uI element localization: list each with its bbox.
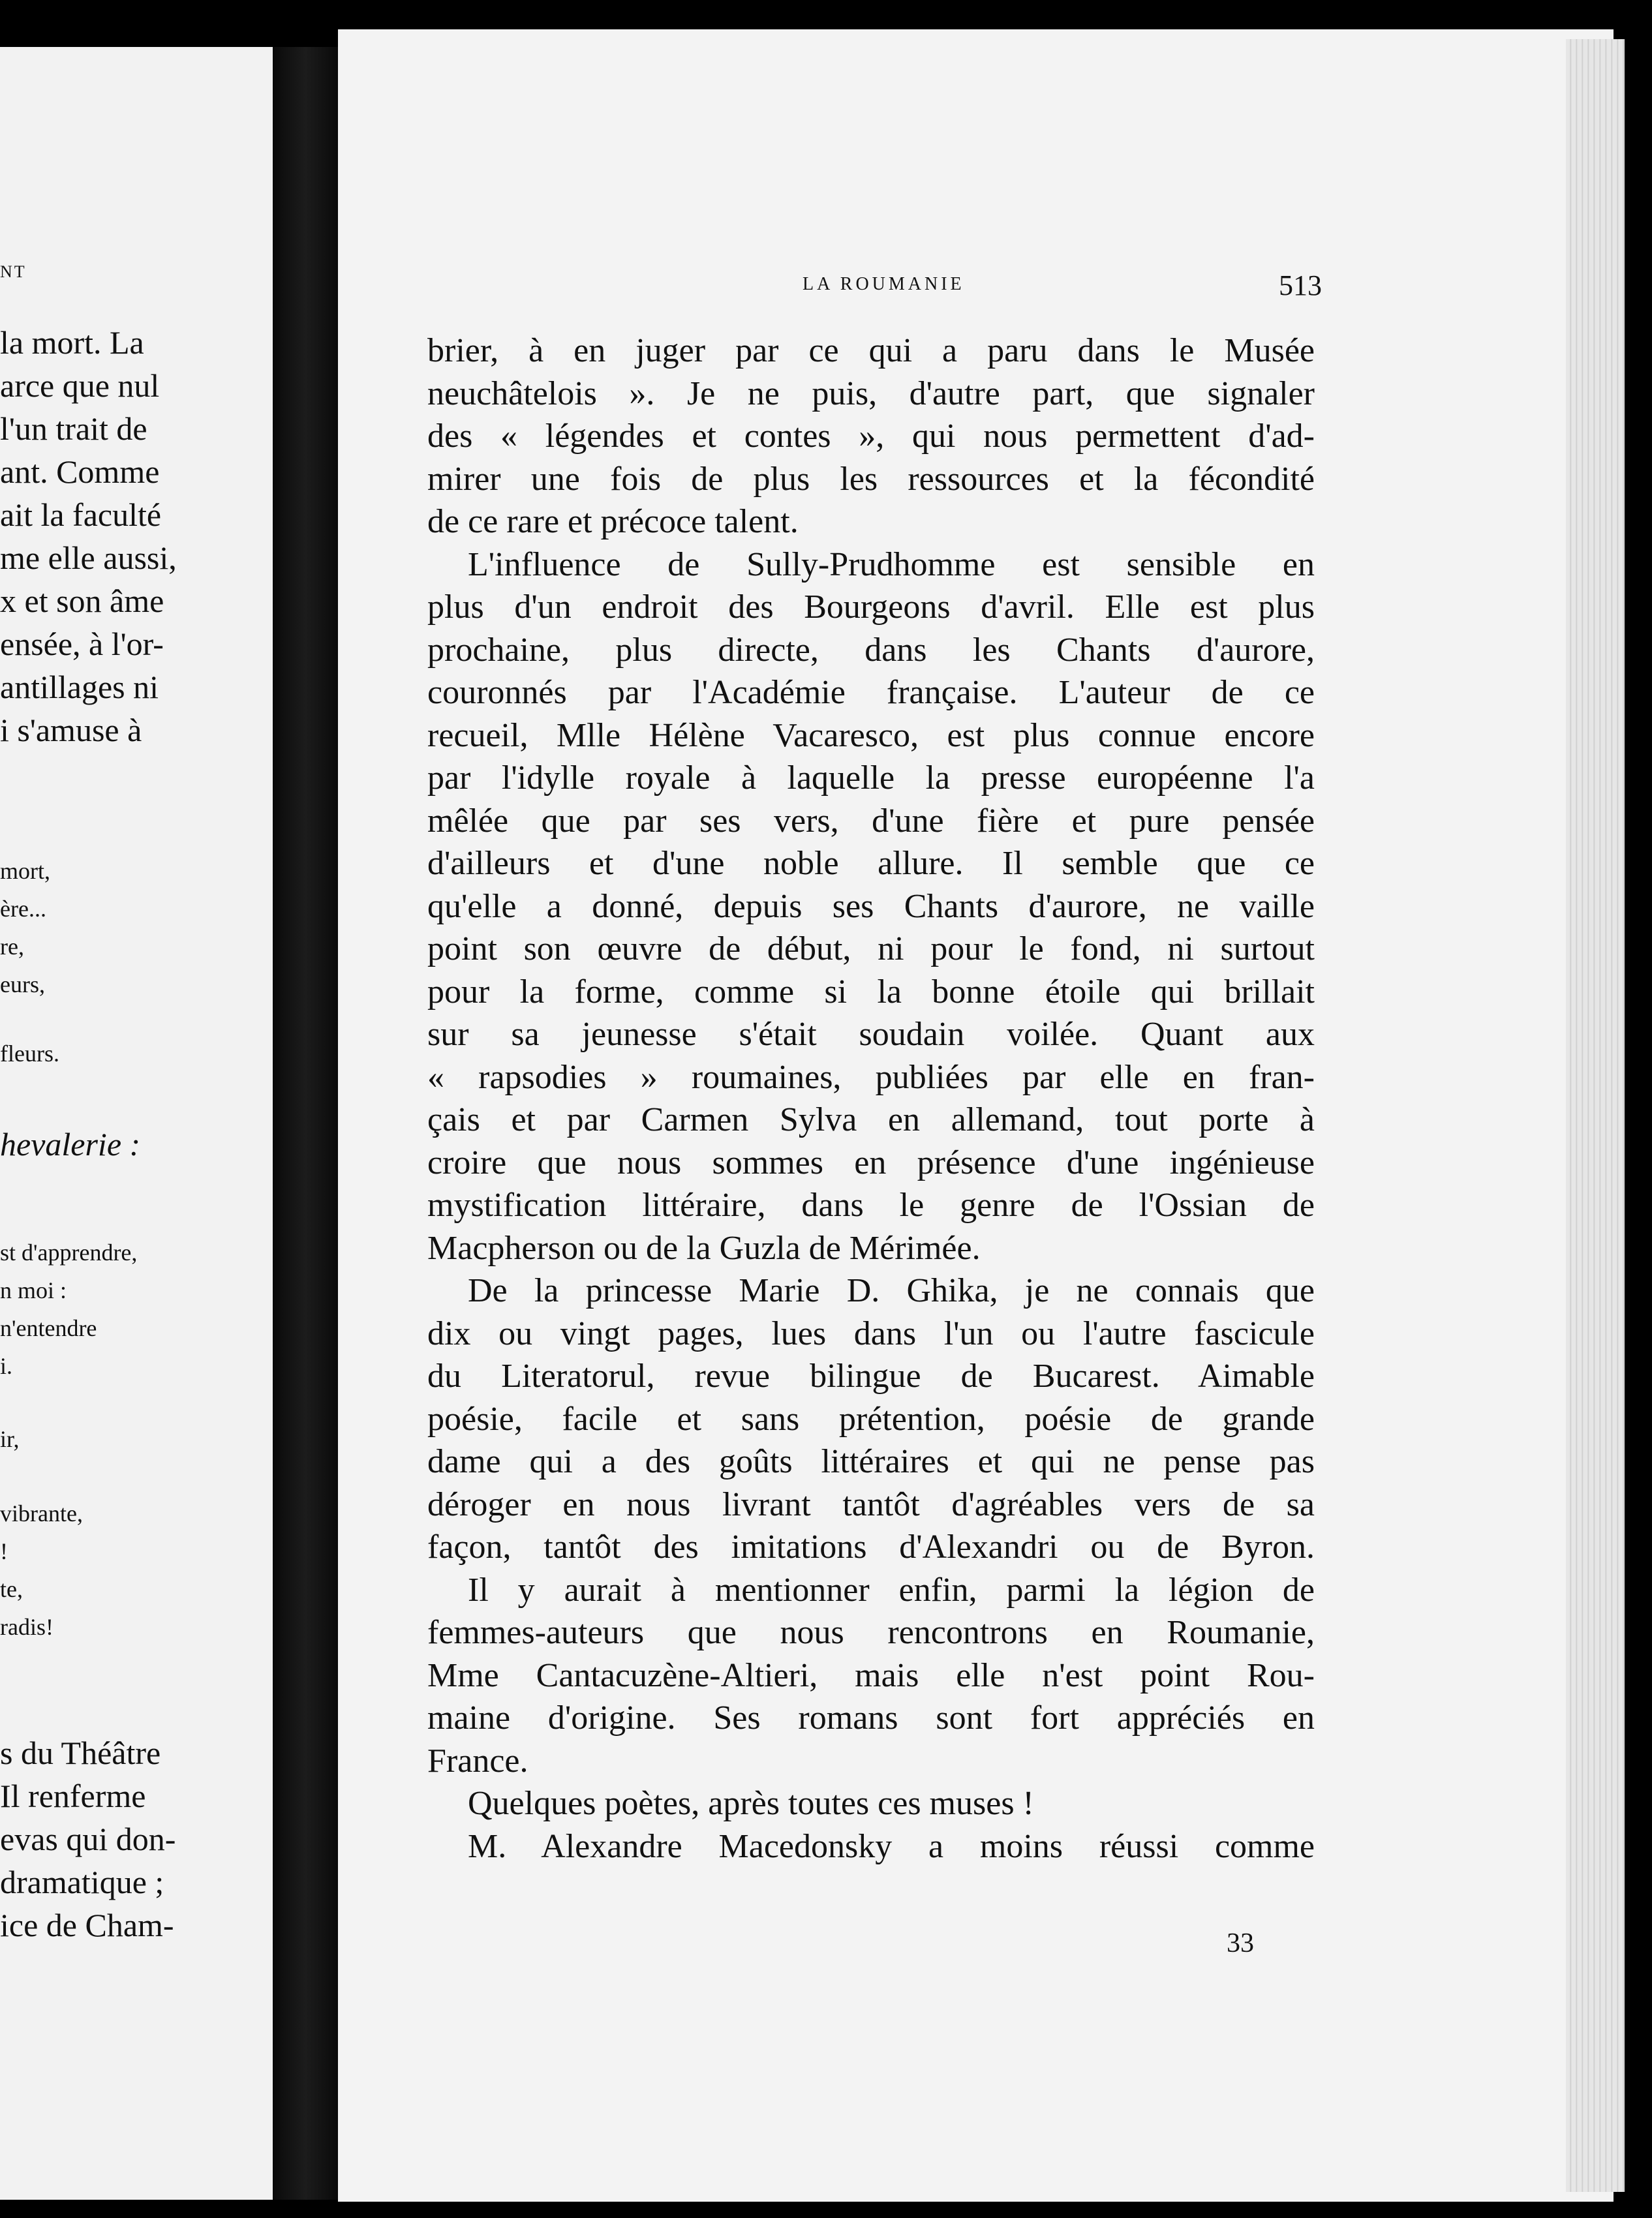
left-line: Il renferme: [0, 1778, 146, 1814]
left-line: antillages ni: [0, 669, 159, 705]
page-number: 513: [1279, 269, 1322, 301]
text-line: recueil, Mlle Hélène Vacaresco, est plus connue encore: [427, 716, 1315, 754]
left-verse-line: !: [0, 1538, 8, 1564]
text-line: L'influence de Sully-Prudhomme est sensible en: [468, 545, 1315, 583]
left-verse-line: ir,: [0, 1426, 20, 1452]
left-line: ait la faculté: [0, 496, 162, 533]
text-line: femmes-auteurs que nous rencontrons en Roumanie,: [427, 1614, 1315, 1651]
text-line: mêlée que par ses vers, d'une fière et pure pensée: [427, 802, 1315, 840]
text-line: d'ailleurs et d'une noble allure. Il semble que ce: [427, 845, 1315, 882]
left-verse-line: re,: [0, 934, 24, 960]
left-line: l'un trait de: [0, 410, 147, 447]
text-line: des « légendes et contes », qui nous permettent d'ad-: [427, 418, 1315, 455]
text-line: dix ou vingt pages, lues dans l'un ou l'autre fascicule: [427, 1314, 1315, 1352]
left-verse-line: hevalerie :: [0, 1126, 141, 1162]
text-line: dame qui a des goûts littéraires et qui ne pense pas: [427, 1443, 1315, 1480]
left-verse-line: eurs,: [0, 971, 45, 997]
left-verse-line: i.: [0, 1353, 13, 1379]
left-verse-line: fleurs.: [0, 1041, 59, 1067]
text-line: plus d'un endroit des Bourgeons d'avril. Elle est plus: [427, 588, 1315, 626]
left-running-head: NT: [0, 262, 27, 281]
text-line: Quelques poètes, après toutes ces muses !: [468, 1785, 1034, 1822]
text-line: façon, tantôt des imitations d'Alexandri ou de Byron.: [427, 1528, 1315, 1566]
text-line: prochaine, plus directe, dans les Chants d'aurore,: [427, 631, 1315, 669]
text-line: déroger en nous livrant tantôt d'agréables vers de sa: [427, 1485, 1315, 1523]
text-line: croire que nous sommes en présence d'une ingénieuse: [427, 1144, 1315, 1181]
left-line: ensée, à l'or-: [0, 626, 164, 662]
text-line: « rapsodies » roumaines, publiées par elle en fran-: [427, 1058, 1315, 1096]
signature-mark: 33: [1227, 1928, 1254, 1958]
text-line: qu'elle a donné, depuis ses Chants d'aurore, ne vaille: [427, 887, 1315, 925]
text-line: çais et par Carmen Sylva en allemand, tout porte à: [427, 1101, 1315, 1138]
text-line: brier, à en juger par ce qui a paru dans le Musée: [427, 332, 1315, 369]
left-line: s du Théâtre: [0, 1735, 161, 1771]
left-verse-line: n'entendre: [0, 1315, 97, 1341]
text-line: du Literatorul, revue bilingue de Bucarest. Aimable: [427, 1358, 1315, 1395]
text-line: mystification littéraire, dans le genre de l'Ossian de: [427, 1187, 1315, 1224]
text-line: sur sa jeunesse s'était soudain voilée. Quant aux: [427, 1016, 1315, 1053]
text-line: mirer une fois de plus les ressources et la fécondité: [427, 460, 1315, 498]
left-verse-line: ère...: [0, 896, 46, 922]
left-line: x et son âme: [0, 583, 164, 619]
text-line: neuchâtelois ». Je ne puis, d'autre part, que signaler: [427, 374, 1315, 412]
text-line: poésie, facile et sans prétention, poésie de grande: [427, 1400, 1315, 1438]
text-line: de ce rare et précoce talent.: [427, 503, 799, 540]
left-line: la mort. La: [0, 324, 144, 361]
text-line: par l'idylle royale à laquelle la presse européenne l'a: [427, 759, 1315, 797]
text-line: couronnés par l'Académie française. L'auteur de ce: [427, 674, 1315, 711]
left-page: [0, 47, 273, 2200]
left-verse-line: mort,: [0, 858, 50, 884]
text-line: M. Alexandre Macedonsky a moins réussi comme: [468, 1827, 1315, 1865]
text-line: Il y aurait à mentionner enfin, parmi la légion de: [468, 1571, 1315, 1609]
page-edges: [1566, 39, 1625, 2192]
left-line: dramatique ;: [0, 1864, 164, 1900]
left-line: ice de Cham-: [0, 1907, 174, 1943]
body-text: [427, 329, 1315, 1868]
left-line: evas qui don-: [0, 1821, 176, 1857]
text-line: France.: [427, 1742, 528, 1780]
book-gutter: [273, 47, 338, 2200]
left-verse-line: n moi :: [0, 1277, 67, 1303]
left-verse-line: radis!: [0, 1614, 54, 1640]
left-line: me elle aussi,: [0, 539, 177, 576]
left-verse-line: st d'apprendre,: [0, 1239, 138, 1266]
text-line: De la princesse Marie D. Ghika, je ne connais que: [468, 1272, 1315, 1309]
left-verse-line: vibrante,: [0, 1500, 83, 1527]
running-head: LA ROUMANIE: [803, 274, 965, 294]
text-line: Mme Cantacuzène-Altieri, mais elle n'est point Rou-: [427, 1656, 1315, 1694]
text-line: point son œuvre de début, ni pour le fond, ni surtout: [427, 930, 1315, 967]
left-line: ant. Comme: [0, 453, 160, 490]
text-line: Macpherson ou de la Guzla de Mérimée.: [427, 1229, 981, 1267]
left-line: i s'amuse à: [0, 712, 142, 748]
left-verse-line: te,: [0, 1576, 23, 1602]
left-line: arce que nul: [0, 367, 160, 404]
text-line: pour la forme, comme si la bonne étoile qui brillait: [427, 973, 1315, 1010]
text-line: maine d'origine. Ses romans sont fort appréciés en: [427, 1699, 1315, 1737]
